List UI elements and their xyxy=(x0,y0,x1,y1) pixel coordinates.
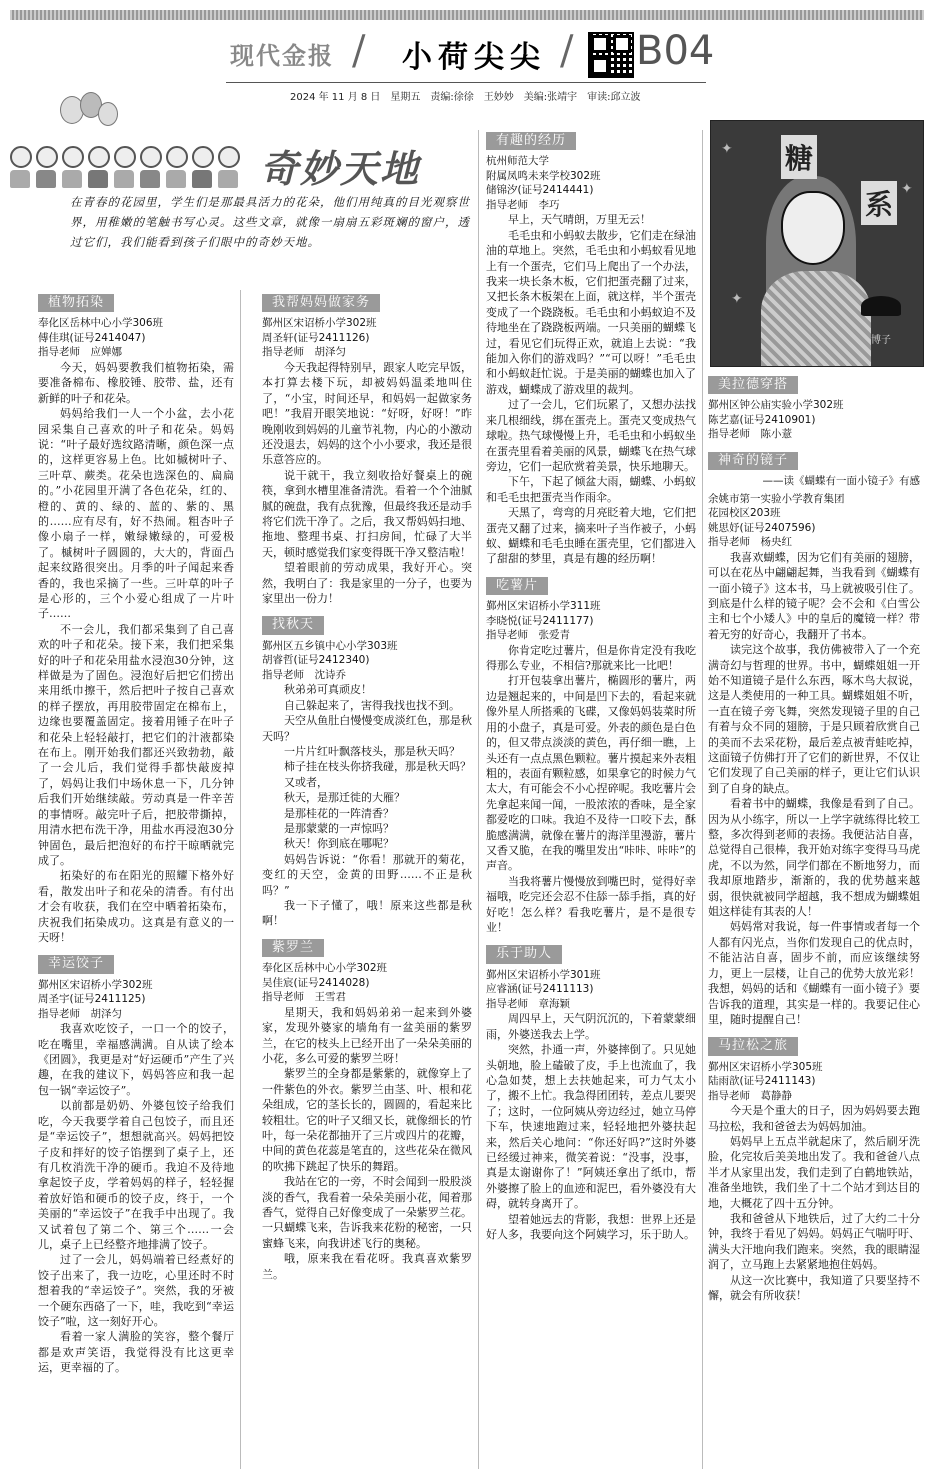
balloon-icon xyxy=(98,102,118,126)
article-title: 植物拓染 xyxy=(38,294,114,312)
article-title: 美拉德穿搭 xyxy=(708,376,798,394)
child-icon xyxy=(140,146,162,186)
child-icon xyxy=(218,146,240,186)
children-illustration xyxy=(10,136,260,186)
child-icon xyxy=(88,146,110,186)
article-meta: 鄞州区五乡镇中心小学303班 胡睿哲(证号2412340) 指导老师 沈诗乔 xyxy=(262,639,398,681)
girl-dress xyxy=(761,271,871,367)
artwork-word: 糖 xyxy=(781,135,817,179)
article-title: 找秋天 xyxy=(262,616,324,634)
article-meta: 鄞州区宋诏桥小学302班 周圣轩(证号2411126) 指导老师 胡泽匀 xyxy=(262,317,377,359)
article-meta: 杭州师范大学 附属凤鸣未来学校302班 储锦汐(证号2414441) 指导老师 李巧 xyxy=(486,155,601,211)
article-title: 我帮妈妈做家务 xyxy=(262,294,380,312)
child-icon xyxy=(62,146,84,186)
star-icon: ✦ xyxy=(721,141,733,157)
column-intro: 在青春的花园里，学生们是那最具活力的花朵，他们用纯真的目光观察世界，用稚嫩的笔触书写心灵。这些文章，就像一扇扇五彩斑斓的窗户，透过它们，我们能看到孩子们眼中的奇妙天地。 xyxy=(70,195,470,249)
hat-icon xyxy=(861,296,901,316)
child-icon xyxy=(192,146,214,186)
child-icon xyxy=(36,146,58,186)
article-title: 乐于助人 xyxy=(486,945,562,963)
top-stripe xyxy=(10,10,924,20)
girl-face xyxy=(781,191,845,265)
article-violet: 紫罗兰 奉化区岳林中心小学302班 吴佳宸(证号2414028) 指导老师 王雪君 星期天，我和妈妈弟弟一起来到外婆家，发现外婆家的墙角有一盆美丽的紫罗兰，在它的枝头上已经开出了一朵朵美丽的小花，多么可爱的紫罗兰呀！ 紫罗兰的全身都是紫紫的，就像穿上了一件紫色的外衣。紫罗兰由茎、叶、根和花朵组成，它的茎长长的，圆圆的，看起来比较粗壮。它的叶子又细又长，就像细长的竹叶，每一朵花都抽开了三片或四片的花瓣，中间的黄色花蕊是笔直的，这些花朵在微风的吹拂下跳起了快乐的舞蹈。 我站在它的一旁，不时会闻到一股股淡淡的香气，我看着一朵朵美丽小花，闻着那香气，觉得自己好像变成了一朵紫罗兰花。一只蝴蝶飞来，告诉我来花粉的秘密，一只蜜蜂飞来，向我讲述飞行的奥秘。 哦，原来我在看花呀。我真喜欢紫罗兰。 xyxy=(262,939,472,1281)
article-title: 紫罗兰 xyxy=(262,939,324,957)
column-banner xyxy=(10,96,480,196)
article-housework: 我帮妈妈做家务 鄞州区宋诏桥小学302班 周圣轩(证号2411126) 指导老师 胡泽匀 今天我起得特别早，跟家人吃完早饭，本打算去楼下玩，却被妈妈温柔地叫住了，“小宝，时间还早，和妈妈一起做家务吧！”我眉开眼笑地说：“好呀，好呀！”昨晚刚收到妈妈的儿童节礼物，内心的小激动还没退去，妈妈的这个小小要求，我还是很乐意答应的。 说干就干，我立刻收拾好餐桌上的碗筷，拿到水槽里准备清洗。看着一个个油腻腻的碗盘，我有点犹豫，但最终我还是动手将它们洗干净了。之后，我又帮妈妈扫地、拖地、整理书桌、打扫房间，忙碌了大半天，顿时感觉我们家变得既干净又整洁啦！ 望着眼前的劳动成果，我好开心。突然，我明白了：我是家里的一分子，也要为家里出一份力！ xyxy=(262,295,472,605)
article-title: 幸运饺子 xyxy=(38,955,114,973)
article-fun-experience: 有趣的经历 杭州师范大学 附属凤鸣未来学校302班 储锦汐(证号2414441) 指导老师 李巧 早上，天气晴朗，万里无云！ 毛毛虫和小蚂蚁去散步，它们走在绿油油的草地上。突然，毛毛虫和小蚂蚁看见地上有一个蛋壳，它们马上爬出了一个办法，我来一块长条木板，它们把蛋壳翻了过来，又把长条木板架在上面，就这样，半个蛋壳变成了一个跷跷板。毛毛虫和小蚂蚁迫不及待地坐在了跷跷板两端。一只美丽的蝴蝶飞过，看见它们玩得正欢，就追上去说：“我能加入你们的游戏吗？”“可以呀！”毛毛虫和小蚂蚁赶忙说。于是美丽的蝴蝶也加入了游戏，蝴蝶成了游戏里的裁判。 过了一会儿，它们玩累了，又想办法找来几根细线，绑在蛋壳上。蛋壳又变成热气球啦。热气球慢慢上升，毛毛虫和小蚂蚁坐在蛋壳里看着美丽的风景，蝴蝶飞在热气球旁边，它们一起欣赏着美景，快乐地聊天。 下午，下起了倾盆大雨，蝴蝶、小蚂蚁和毛毛虫把蛋壳当作雨伞。 天黑了，弯弯的月亮眨着大地，它们把蛋壳又翻了过来，摘来叶子当作被子，小蚂蚁、蝴蝶和毛毛虫睡在蛋壳里，它们都进入了甜甜的梦里，真是有趣的经历啊！ xyxy=(486,133,696,566)
article-title: 马拉松之旅 xyxy=(708,1037,798,1055)
child-icon xyxy=(166,146,188,186)
child-icon xyxy=(10,146,32,186)
student-artwork xyxy=(710,120,924,367)
section-title: 小荷尖尖 xyxy=(402,40,546,75)
masthead xyxy=(0,24,934,84)
article-title: 吃薯片 xyxy=(486,577,548,595)
article-helping-others: 乐于助人 鄞州区宋诏桥小学301班 应睿涵(证号2411113) 指导老师 章海颖 周四早上，天气阴沉沉的，下着蒙蒙细雨，外婆送我去上学。 突然，扑通一声，外婆摔倒了。只见她头朝地，脸上磕破了皮，手上也流血了，我心急如焚，想上去扶她起来，可力气太小了，搬不上忙。我急得团团转，差点儿要哭了；这时，一位阿姨从旁边经过，她立马停下车，快速地跑过来，轻轻地把外婆扶起来，然后关心地问：“你还好吗?”这时外婆已经缓过神来，微笑着说：“没事，没事，真是太谢谢你了！”阿姨还拿出了纸巾，帮外婆擦了脸上的血迹和泥巴，看外婆没有大碍，就转身离开了。 望着她远去的背影，我想：世界上还是好人多，我要向这个阿姨学习，乐于助人。 xyxy=(486,946,696,1241)
divider-slash: / xyxy=(352,28,366,74)
article-eating-chips: 吃薯片 鄞州区宋诏桥小学311班 李晓悦(证号2411177) 指导老师 张爱青 你肯定吃过薯片，但是你肯定没有我吃得那么专业，不相信?那就来比一比吧！ 打开包装拿出薯片，椭圆形的薯片，两边是翘起来的，中间是凹下去的，看起来就像外星人所搭乘的飞碟，又像妈妈装菜时所用的小盘子，真是可爱。外表的颜色是白色的，但又带点淡淡的黄色，再仔细一瞧，上头还有一点点黑色颗粒。薯片摸起来外表粗粗的，表面有颗粒感，如果拿它的时候力气太大，有可能会不小心捏碎呢。我吃薯片会先拿起来闻一闻，一股浓浓的香味，是全家都爱吃的口味。我迫不及待一口咬下去，酥脆感满满，就像在薯片的海洋里漫游，薯片又香又脆，在我的嘴里发出“咔咔、咔咔”的声音。 当我将薯片慢慢放到嘴巴时，觉得好幸福哦，吃完还会忍不住舔一舔手指，真的好好吃！怎么样？看我吃薯片，是不是很专业！ xyxy=(486,577,696,934)
article-meta: 鄞州区宋诏桥小学302班 周圣宇(证号2411125) 指导老师 胡泽匀 xyxy=(38,978,153,1020)
column-divider xyxy=(240,290,241,1469)
artwork-word: 系 xyxy=(861,181,897,225)
article-magic-mirror: 神奇的镜子 ——读《蝴蝶有一面小镜子》有感 余姚市第一实验小学教育集团 花园校区203班 姚思妤(证号2407596) 指导老师 杨央红 我喜欢蝴蝶，因为它们有美丽的翅膀，可以在花丛中翩翩起舞，当我看到《蝴蝶有一面小镜子》这本书，马上就被吸引住了。到底是什么样的镜子呢？会不会和《白雪公主和七个小矮人》中的皇后的魔镜一样？带着无穷的好奇心，我翻开了书本。 读完这个故事，我仿佛被带入了一个充满奇幻与哲理的世界。书中，蝴蝶姐姐一开始不知道镜子是什么东西，啄木鸟大叔说，这是人类使用的一种工具。蝴蝶姐姐不听，一直在镜子旁飞舞，突然发现镜子里的自己有着与众不同的翅膀，于是只顾着欣赏自己的美而不去采花粉，最后差点被青蛙吃掉，这面镜子仿佛打开了它们的新世界，不仅让它们发现了自己美丽的样子，更让它们认识到了自身的缺点。 看着书中的蝴蝶，我像是看到了自己。因为从小练字，所以一上学字就练得比较工整，多次得到老师的表扬。我便沾沾自喜，总觉得自己很棒，我开始对练字变得马马虎虎，不以为然，同学们都在不断地努力，而我却原地踏步，渐渐的，我的优势越来越弱，很快就被同学超越，我不想成为蝴蝶姐姐这样徒有其表的人！ 妈妈常对我说，每一件事情或者每一个人都有闪光点，当你们发现自己的优点时，不能沾沾自喜，固步不前，而应该继续努力，更上一层楼，让自己的优势大放光彩！我想，妈妈的话和《蝴蝶有一面小镜子》要告诉我的道理，其实是一样的。我要记住心里，随时提醒自己！ xyxy=(708,452,920,1026)
column-title: 奇妙天地 xyxy=(260,147,421,191)
dateline: 2024 年 11 月 8 日 星期五 责编:徐徐 王妙妙 美编:张靖宇 审读:邱立波 xyxy=(290,92,641,103)
article-lucky-dumplings: 幸运饺子 鄞州区宋诏桥小学302班 周圣宇(证号2411125) 指导老师 胡泽匀 我喜欢吃饺子，一口一个的饺子，吃在嘴里，幸福感满满。自从读了绘本《团圆》，我更是对“好运硬币”产生了兴趣，在我的建议下，妈妈答应和我一起包一锅“幸运饺子”。 以前都是奶奶、外婆包饺子给我们吃，今天我要学着自己包饺子，而且还是“幸运饺子”，想想就高兴。妈妈把饺子皮和拌好的饺子馅摆到了桌子上，还有几枚消洗干净的硬币。我迫不及待地拿起饺子皮，学着妈妈的样子，轻轻握着放好馅和硬币的饺子皮，终于，一个美丽的“幸运饺子”在我手中出现了。我又试着包了第二个、第三个……一会儿，桌子上已经整齐地排满了饺子。 过了一会儿，妈妈端着已经煮好的饺子出来了，我一边吃，心里还时不时想着我的“幸运饺子”。突然，我的牙被一个硬东西硌了一下，哇，我吃到“幸运饺子”啦，这一刻好开心。 看着一家人满脸的笑容，整个餐厅都是欢声笑语，我觉得没有比这更幸运，更幸福的了。 xyxy=(38,956,234,1375)
column-divider xyxy=(478,130,479,1469)
column-1 xyxy=(38,290,234,1382)
newspaper-brand: 现代金报 xyxy=(230,42,334,70)
qr-code-icon[interactable] xyxy=(588,32,634,78)
article-meta: 鄞州区钟公庙实验小学302班 陈艺嘉(证号2410901) 指导老师 陈小薏 xyxy=(708,399,844,441)
article-meta: 奉化区岳林中心小学306班 傅佳琪(证号2414047) 指导老师 应婵娜 xyxy=(38,317,164,359)
article-maillard-outfit xyxy=(708,372,920,442)
article-marathon: 马拉松之旅 鄞州区宋诏桥小学305班 陆雨歆(证号2411143) 指导老师 葛静静 今天是个重大的日子，因为妈妈要去跑马拉松，我和爸爸去为妈妈加油。 妈妈早上五点半就起床了，然后刷牙洗脸，化完妆后美美地出发了。我和爸爸八点半才从家里出发，我们走到了白鹤地铁站，准备坐地铁，我们坐了十二个站才到达目的地，大概花了四十五分钟。 我和爸爸从下地铁后，过了大约二十分钟，我终于看见了妈妈。妈妈正气喘吁吁、满头大汗地向我们跑来。突然，我的眼睛湿润了，立马跑上去紧紧地抱住妈妈。 从这一次比赛中，我知道了只要坚持不懈，就会有所收获！ xyxy=(708,1038,920,1303)
artwork-signature: 博子 xyxy=(871,335,891,346)
column-3 xyxy=(486,128,696,1248)
column-divider xyxy=(702,130,703,1469)
column-4 xyxy=(708,372,920,1310)
article-meta: 奉化区岳林中心小学302班 吴佳宸(证号2414028) 指导老师 王雪君 xyxy=(262,962,388,1004)
divider-slash: / xyxy=(560,28,574,74)
article-meta: 鄞州区宋诏桥小学305班 陆雨歆(证号2411143) 指导老师 葛静静 xyxy=(708,1060,823,1102)
article-finding-autumn: 找秋天 鄞州区五乡镇中心小学303班 胡睿哲(证号2412340) 指导老师 沈诗乔 秋弟弟可真顽皮！ 自己躲起来了，害得我找也找不到。 天空从鱼肚白慢慢变成淡红色，那是秋天吗？ 一片片红叶飘落枝头，那是秋天吗？ 柿子挂在枝头你挤我碰，那是秋天吗？ 又或者， 秋天，是那迁徙的大雁？ 是那桂花的一阵清香？ 是那蒙蒙的一声惊吗？ 秋天！你到底在哪呢？ 妈妈告诉说：“你看！那就开的菊花，变红的天空，金黄的田野……不正是秋吗？” 我一下子懂了，哦！原来这些都是秋啊！ xyxy=(262,617,472,928)
star-icon: ✦ xyxy=(901,181,913,197)
page-number: B04 xyxy=(636,28,715,74)
article-meta: 鄞州区宋诏桥小学301班 应睿涵(证号2411113) 指导老师 章海颖 xyxy=(486,968,601,1010)
article-title: 神奇的镜子 xyxy=(708,452,798,470)
article-title: 有趣的经历 xyxy=(486,132,576,150)
star-icon: ✦ xyxy=(731,291,743,307)
article-subtitle: ——读《蝴蝶有一面小镜子》有感 xyxy=(762,475,920,488)
child-icon xyxy=(114,146,136,186)
article-meta: 余姚市第一实验小学教育集团 花园校区203班 姚思妤(证号2407596) 指导老师 杨央红 xyxy=(708,492,845,549)
article-plant-dyeing: 植物拓染 奉化区岳林中心小学306班 傅佳琪(证号2414047) 指导老师 应婵娜 今天，妈妈要教我们植物拓染，需要准备棉布、橡胶锤、胶带、盐，还有新鲜的叶子和花朵。 妈妈给我们一人一个小盆，去小花园采集自己喜欢的叶子和花朵。妈妈说：“叶子最好选纹路清晰，颜色深一点的，这样更容易上色。比如槭树叶子、三叶草、蕨类。花朵也选深色的、扁扁的。”小花园里开满了各色花朵，红的、橙的、黄的、绿的、蓝的、紫的、黑的……应有尽有，好不热闹。粗杏叶子像小扇子一样，嫩绿嫩绿的，可爱极了。槭树叶子圆圆的，大大的，背面凸起来纹路很突出。月季的叶子闻起来香香的，我也采摘了一些。三叶草的叶子是心形的，三个小爱心组成了一片叶子…… 不一会儿，我们都采集到了自己喜欢的叶子和花朵。接下来，我们把采集好的叶子和花朵用盐水浸泡30分钟，这样做是为了固色。浸泡好后把它们捞出来用纸巾擦干，然后把叶子按自己喜欢的样子摆放，再用胶带固定在棉布上，边缘也要覆盖固定。接着用锤子在叶子和花朵上轻轻敲打，把它们的汁液都染在布上。刚开始我们都还兴致勃勃，敲了一会儿后，我们觉得手都快敲废掉了，妈妈让我们中场休息一下，几分钟后我们开始继续敲。劳动真是一件辛苦的事情呀。敲完叶子后，把胶带撕掉，用清水把布洗干净，用盐水再浸泡30分钟固色，最后把泡好的布拧干晾晒就完成了。 拓染好的布在阳光的照耀下格外好看，散发出叶子和花朵的清香。有付出才会有收获，我们在空中晒着拓染布，庆祝我们拓染成功。这真是有意义的一天呀！ xyxy=(38,295,234,944)
header-rule xyxy=(226,82,706,83)
column-2 xyxy=(262,290,472,1288)
article-meta: 鄞州区宋诏桥小学311班 李晓悦(证号2411177) 指导老师 张爱青 xyxy=(486,600,601,642)
